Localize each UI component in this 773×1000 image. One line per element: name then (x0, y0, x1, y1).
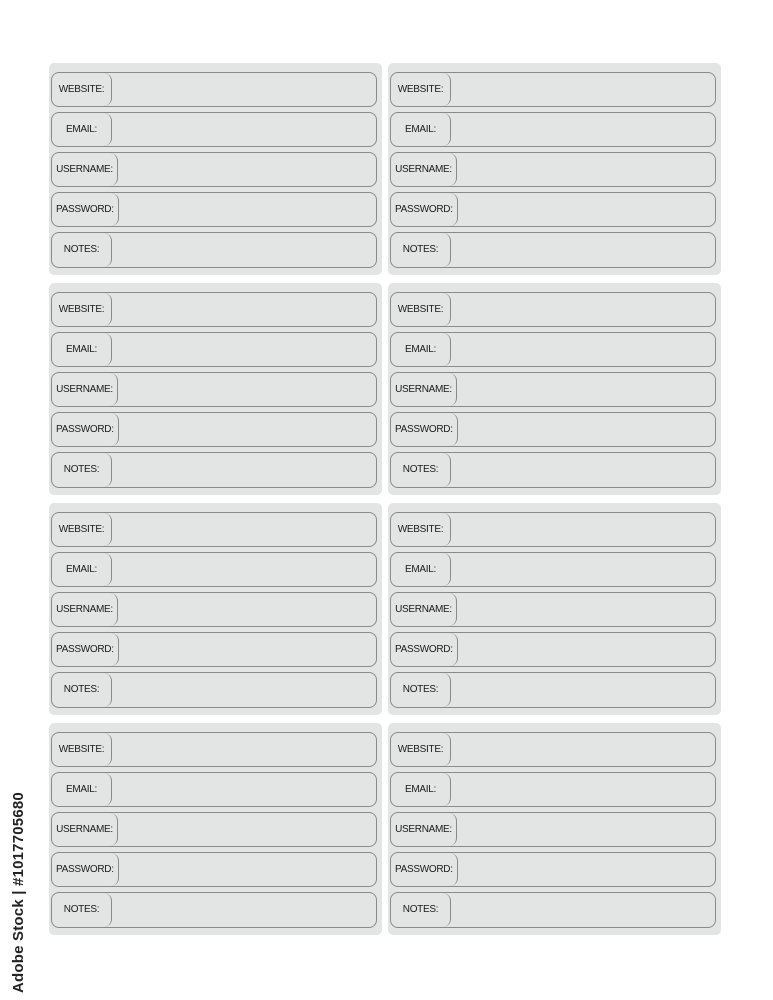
website-field[interactable] (51, 512, 377, 547)
email-value[interactable] (112, 333, 376, 366)
website-field[interactable] (390, 292, 716, 327)
notes-label: NOTES: (391, 673, 451, 708)
username-value[interactable] (118, 153, 376, 186)
email-field[interactable] (390, 552, 716, 587)
notes-value[interactable] (451, 453, 715, 488)
website-value[interactable] (451, 73, 715, 106)
password-card (388, 503, 721, 715)
notes-field[interactable] (390, 892, 716, 929)
email-label: EMAIL: (391, 113, 451, 146)
username-label: USERNAME: (52, 593, 118, 626)
password-label: PASSWORD: (52, 413, 119, 446)
email-label: EMAIL: (391, 333, 451, 366)
website-label: WEBSITE: (391, 513, 451, 546)
username-label: USERNAME: (52, 813, 118, 846)
notes-field[interactable] (51, 232, 377, 269)
notes-field[interactable] (390, 672, 716, 709)
username-label: USERNAME: (52, 153, 118, 186)
password-value[interactable] (458, 413, 715, 446)
notes-value[interactable] (112, 673, 376, 708)
website-label: WEBSITE: (52, 733, 112, 766)
username-value[interactable] (118, 373, 376, 406)
email-value[interactable] (451, 113, 715, 146)
website-label: WEBSITE: (391, 73, 451, 106)
notes-label: NOTES: (391, 453, 451, 488)
password-field[interactable] (390, 852, 716, 887)
password-label: PASSWORD: (52, 853, 119, 886)
email-value[interactable] (451, 773, 715, 806)
notes-label: NOTES: (391, 893, 451, 928)
notes-label: NOTES: (52, 673, 112, 708)
website-value[interactable] (112, 293, 376, 326)
notes-label: NOTES: (391, 233, 451, 268)
username-field[interactable] (51, 592, 377, 627)
website-field[interactable] (390, 512, 716, 547)
email-field[interactable] (51, 772, 377, 807)
website-value[interactable] (451, 733, 715, 766)
email-field[interactable] (390, 772, 716, 807)
username-value[interactable] (457, 153, 715, 186)
username-field[interactable] (390, 152, 716, 187)
password-label: PASSWORD: (391, 193, 458, 226)
website-label: WEBSITE: (391, 733, 451, 766)
password-field[interactable] (390, 412, 716, 447)
password-field[interactable] (51, 192, 377, 227)
password-card (49, 723, 382, 935)
email-label: EMAIL: (52, 333, 112, 366)
password-card (388, 63, 721, 275)
password-field[interactable] (390, 632, 716, 667)
email-field[interactable] (51, 552, 377, 587)
username-value[interactable] (457, 813, 715, 846)
password-field[interactable] (51, 632, 377, 667)
password-label: PASSWORD: (391, 633, 458, 666)
username-field[interactable] (390, 592, 716, 627)
website-label: WEBSITE: (52, 513, 112, 546)
email-label: EMAIL: (52, 553, 112, 586)
username-field[interactable] (390, 812, 716, 847)
notes-field[interactable] (51, 672, 377, 709)
username-label: USERNAME: (391, 813, 457, 846)
email-value[interactable] (451, 553, 715, 586)
email-field[interactable] (390, 332, 716, 367)
notes-field[interactable] (390, 232, 716, 269)
notes-value[interactable] (451, 233, 715, 268)
password-field[interactable] (51, 852, 377, 887)
notes-field[interactable] (51, 892, 377, 929)
email-label: EMAIL: (52, 773, 112, 806)
password-card (49, 503, 382, 715)
notes-field[interactable] (390, 452, 716, 489)
password-value[interactable] (119, 633, 376, 666)
website-label: WEBSITE: (52, 293, 112, 326)
password-card (49, 63, 382, 275)
notes-field[interactable] (51, 452, 377, 489)
notes-label: NOTES: (52, 233, 112, 268)
website-value[interactable] (112, 73, 376, 106)
password-card-grid (49, 63, 723, 935)
email-label: EMAIL: (52, 113, 112, 146)
website-field[interactable] (51, 72, 377, 107)
website-field[interactable] (390, 72, 716, 107)
email-value[interactable] (112, 773, 376, 806)
notes-value[interactable] (112, 233, 376, 268)
notes-label: NOTES: (52, 893, 112, 928)
stock-id-text: Adobe Stock | #1017705680 (10, 792, 27, 993)
email-field[interactable] (390, 112, 716, 147)
username-field[interactable] (51, 372, 377, 407)
username-value[interactable] (118, 813, 376, 846)
notes-value[interactable] (112, 453, 376, 488)
notes-label: NOTES: (52, 453, 112, 488)
password-label: PASSWORD: (391, 413, 458, 446)
website-label: WEBSITE: (391, 293, 451, 326)
password-card (388, 723, 721, 935)
notes-value[interactable] (112, 893, 376, 928)
username-value[interactable] (457, 593, 715, 626)
username-field[interactable] (390, 372, 716, 407)
password-field[interactable] (390, 192, 716, 227)
website-field[interactable] (51, 292, 377, 327)
password-label: PASSWORD: (391, 853, 458, 886)
notes-value[interactable] (451, 673, 715, 708)
username-label: USERNAME: (391, 373, 457, 406)
password-label: PASSWORD: (52, 193, 119, 226)
username-field[interactable] (51, 812, 377, 847)
password-value[interactable] (119, 193, 376, 226)
website-value[interactable] (112, 733, 376, 766)
website-field[interactable] (51, 732, 377, 767)
password-card (49, 283, 382, 495)
website-field[interactable] (390, 732, 716, 767)
email-value[interactable] (112, 113, 376, 146)
username-value[interactable] (118, 593, 376, 626)
email-value[interactable] (112, 553, 376, 586)
username-label: USERNAME: (391, 593, 457, 626)
username-value[interactable] (457, 373, 715, 406)
website-value[interactable] (451, 293, 715, 326)
password-value[interactable] (119, 413, 376, 446)
password-card (388, 283, 721, 495)
email-field[interactable] (51, 332, 377, 367)
password-value[interactable] (458, 193, 715, 226)
email-label: EMAIL: (391, 773, 451, 806)
username-label: USERNAME: (52, 373, 118, 406)
username-label: USERNAME: (391, 153, 457, 186)
password-field[interactable] (51, 412, 377, 447)
email-label: EMAIL: (391, 553, 451, 586)
password-label: PASSWORD: (52, 633, 119, 666)
password-value[interactable] (119, 853, 376, 886)
email-value[interactable] (451, 333, 715, 366)
email-field[interactable] (51, 112, 377, 147)
website-value[interactable] (451, 513, 715, 546)
website-value[interactable] (112, 513, 376, 546)
password-value[interactable] (458, 633, 715, 666)
password-value[interactable] (458, 853, 715, 886)
website-label: WEBSITE: (52, 73, 112, 106)
notes-value[interactable] (451, 893, 715, 928)
username-field[interactable] (51, 152, 377, 187)
